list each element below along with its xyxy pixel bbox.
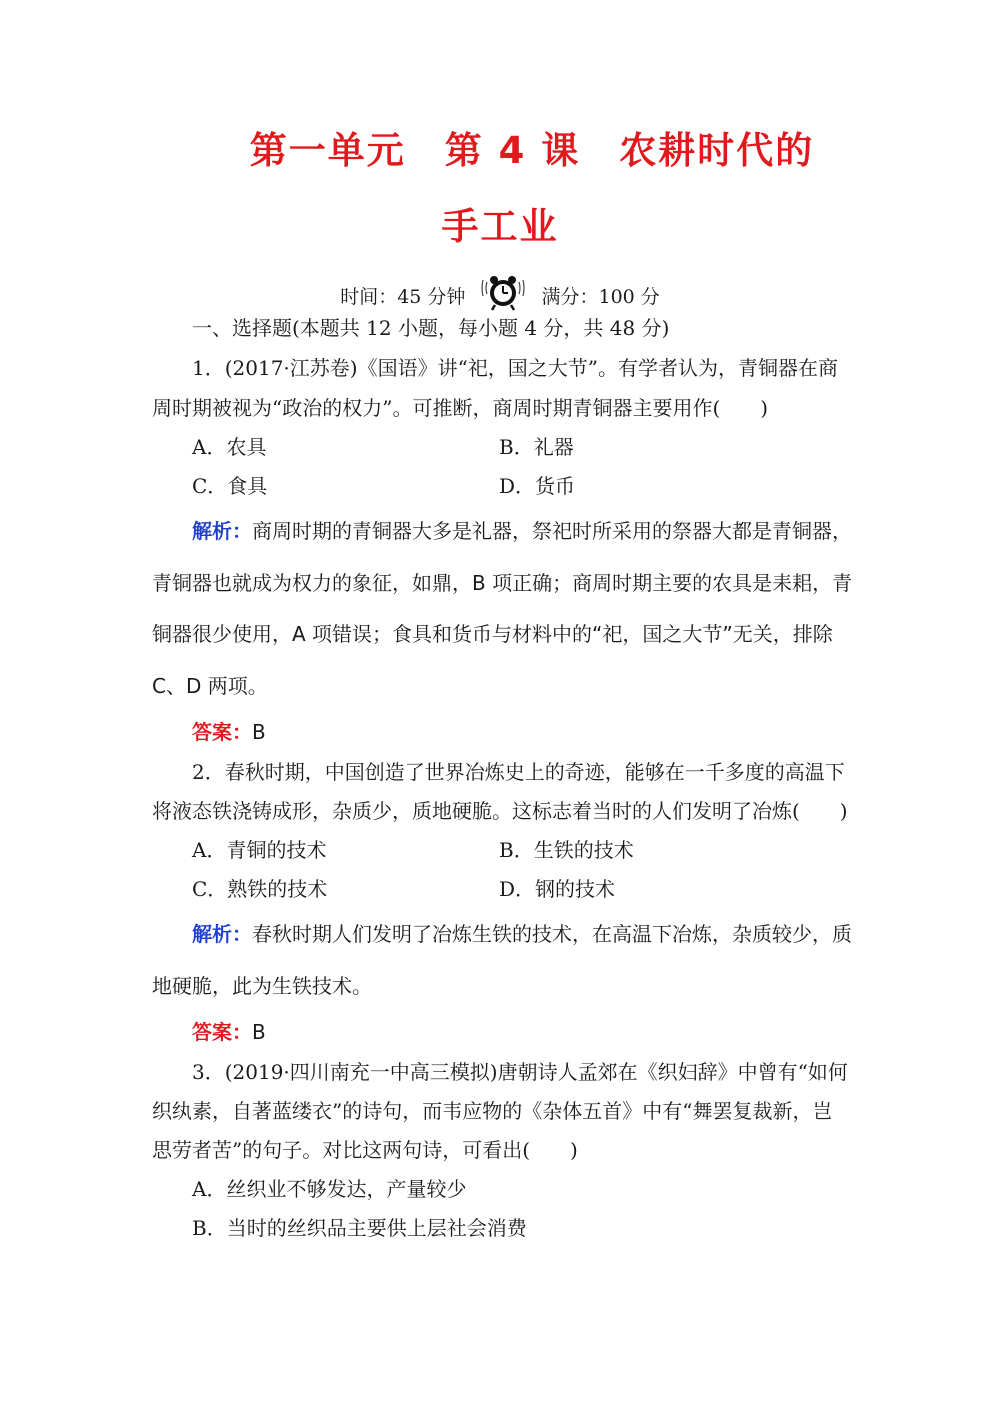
exam-meta: [0, 274, 1000, 317]
question-2-analysis-line2: 地硬脆，此为生铁技术。: [152, 974, 372, 998]
question-2-answer: [192, 1022, 266, 1042]
question-3-option-a: A．丝织业不够发达，产量较少: [192, 1177, 467, 1201]
question-3-option-b: B．当时的丝织品主要供上层社会消费: [192, 1216, 527, 1240]
answer-label: 答案：: [192, 1020, 252, 1044]
question-2-option-c: C．熟铁的技术: [192, 877, 328, 901]
alarm-clock-icon: [481, 274, 525, 317]
analysis-label: 解析：: [192, 519, 252, 543]
question-1-analysis-line3: 铜器很少使用，A 项错误；食具和货币与材料中的“祀，国之大节”无关，排除: [152, 622, 833, 646]
question-1-analysis-line1: [192, 521, 852, 541]
question-3-stem-line3: 思劳者苦”的句子。对比这两句诗，可看出( ): [152, 1138, 578, 1162]
question-1-option-b: B．礼器: [499, 435, 574, 459]
question-1-option-d: D．货币: [499, 474, 576, 498]
question-1-stem-line1: 1．(2017·江苏卷)《国语》讲“祀，国之大节”。有学者认为，青铜器在商: [192, 356, 839, 380]
time-limit: 时间：45 分钟: [340, 286, 466, 308]
question-2-option-d: D．钢的技术: [499, 877, 616, 901]
question-1-option-a: A．农具: [192, 435, 267, 459]
answer-label: 答案：: [192, 720, 252, 744]
question-2-analysis-line1: [192, 924, 852, 944]
analysis-text: 春秋时期人们发明了冶炼生铁的技术，在高温下冶炼，杂质较少，质: [252, 922, 852, 946]
question-3-stem-line1: 3．(2019·四川南充一中高三模拟)唐朝诗人孟郊在《织妇辞》中曾有“如何: [192, 1060, 848, 1084]
section-heading: 一、选择题(本题共 12 小题，每小题 4 分，共 48 分): [192, 316, 670, 340]
question-1-analysis-line4: C、D 两项。: [152, 674, 268, 698]
question-1-answer: [192, 722, 266, 742]
question-1-stem-line2: 周时期被视为“政治的权力”。可推断，商周时期青铜器主要用作( ): [152, 396, 769, 420]
analysis-text: 商周时期的青铜器大多是礼器，祭祀时所采用的祭器大都是青铜器，: [252, 519, 852, 543]
question-1-analysis-line2: 青铜器也就成为权力的象征，如鼎，B 项正确；商周时期主要的农具是耒耜，青: [152, 571, 853, 595]
page-title-line1: 第一单元 第 4 课 农耕时代的: [249, 129, 815, 172]
question-2-stem-line1: 2．春秋时期，中国创造了世界冶炼史上的奇迹，能够在一千多度的高温下: [192, 760, 845, 784]
question-1-option-c: C．食具: [192, 474, 268, 498]
question-3-stem-line2: 织纨素，自著蓝缕衣”的诗句，而韦应物的《杂体五首》中有“舞罢复裁新，岂: [152, 1099, 833, 1123]
page-title-line2: 手工业: [441, 205, 559, 248]
question-2-option-a: A．青铜的技术: [192, 838, 327, 862]
answer-value: B: [252, 720, 266, 744]
question-2-stem-line2: 将液态铁浇铸成形，杂质少，质地硬脆。这标志着当时的人们发明了冶炼( ): [152, 799, 848, 823]
answer-value: B: [252, 1020, 266, 1044]
analysis-label: 解析：: [192, 922, 252, 946]
question-2-option-b: B．生铁的技术: [499, 838, 634, 862]
full-score: 满分：100 分: [541, 286, 660, 308]
